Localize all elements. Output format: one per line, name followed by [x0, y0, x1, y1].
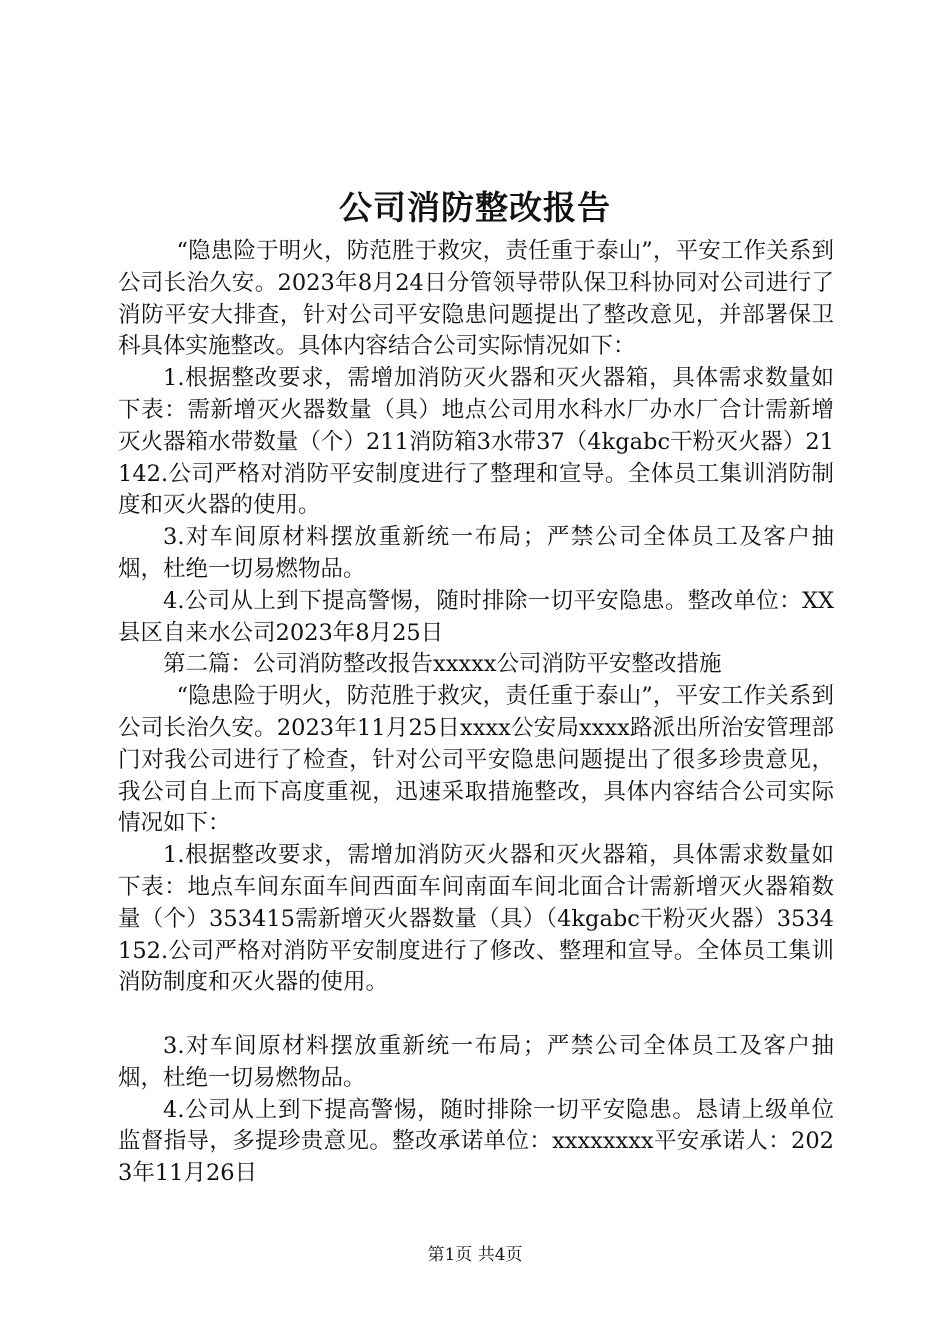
- document-title: 公司消防整改报告: [339, 188, 611, 227]
- page-footer: 第1页 共4页: [427, 1245, 523, 1265]
- paragraph-gap: [118, 999, 834, 1031]
- paragraph-intro-2: “隐患险于明火，防范胜于救灾，责任重于泰山”，平安工作关系到公司长治久安。2023年11月25日xxxx公安局xxxx路派出所治安管理部门对我公司进行了检查，针对公司平安隐患问题提出了很多珍贵意见，我公司自上而下高度重视，迅速采取措施整改，具体内容结合公司实际情况如下：: [118, 683, 834, 837]
- paragraph-second-section-heading: 第二篇：公司消防整改报告xxxxx公司消防平安整改措施: [163, 651, 722, 678]
- document-body: [118, 236, 834, 1190]
- paragraph-item-1-second: 1.根据整改要求，需增加消防灭火器和灭火器箱，具体需求数量如下表：地点车间东面车间西面车间南面车间北面合计需新增灭火器箱数量（个）353415需新增灭火器数量（具）（4kgabc干粉灭火器）3534152.公司严格对消防平安制度进行了修改、整理和宣导。全体员工集训消防制度和灭火器的使用。: [118, 842, 834, 996]
- paragraph-item-4-first: 4.公司从上到下提高警惕，随时排除一切平安隐患。整改单位：XX县区自来水公司2023年8月25日: [118, 587, 834, 646]
- paragraph-item-1-first: 1.根据整改要求，需增加消防灭火器和灭火器箱，具体需求数量如下表：需新增灭火器数量（具）地点公司用水科水厂办水厂合计需新增灭火器箱水带数量（个）211消防箱3水带37（4kgabc干粉灭火器）21142.公司严格对消防平安制度进行了整理和宣导。全体员工集训消防制度和灭火器的使用。: [118, 365, 834, 519]
- paragraph-item-3-second: 3.对车间原材料摆放重新统一布局；严禁公司全体员工及客户抽烟，杜绝一切易燃物品。: [118, 1032, 834, 1091]
- paragraph-item-3-first: 3.对车间原材料摆放重新统一布局；严禁公司全体员工及客户抽烟，杜绝一切易燃物品。: [118, 524, 834, 582]
- paragraph-intro-1: “隐患险于明火，防范胜于救灾，责任重于泰山”，平安工作关系到公司长治久安。2023年8月24日分管领导带队保卫科协同对公司进行了消防平安大排查，针对公司平安隐患问题提出了整改意见，并部署保卫科具体实施整改。具体内容结合公司实际情况如下：: [118, 238, 834, 360]
- paragraph-item-4-second: 4.公司从上到下提高警惕，随时排除一切平安隐患。恳请上级单位监督指导，多提珍贵意见。整改承诺单位：xxxxxxxx平安承诺人：2023年11月26日: [118, 1096, 834, 1187]
